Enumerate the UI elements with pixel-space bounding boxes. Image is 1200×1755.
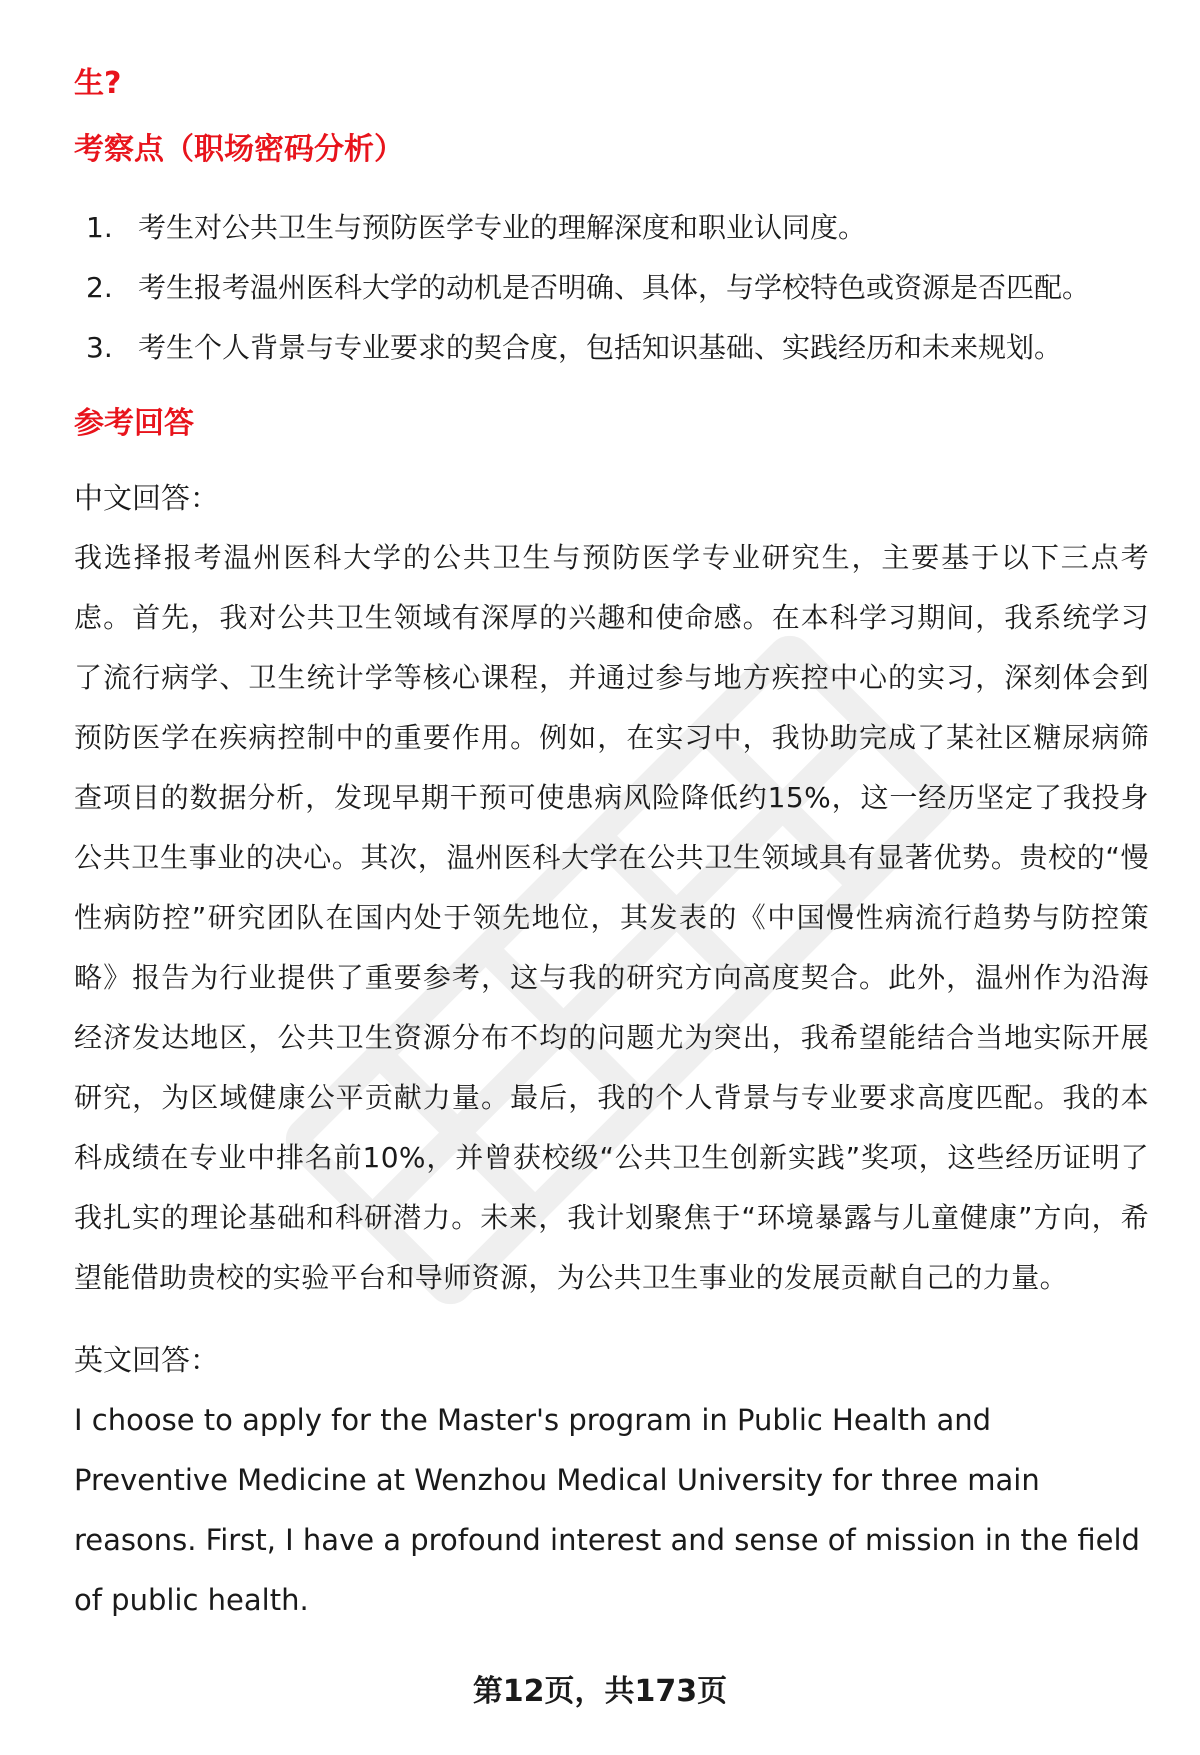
list-item-text: 考生对公共卫生与预防医学专业的理解深度和职业认同度。 — [138, 211, 867, 244]
spacer — [74, 1308, 1154, 1330]
content — [74, 56, 1154, 1630]
list-item — [74, 258, 1154, 318]
fragment-heading: 生? — [74, 66, 122, 101]
list-item-text: 考生个人背景与专业要求的契合度，包括知识基础、实践经历和未来规划。 — [138, 331, 1063, 364]
chinese-answer-text: 我选择报考温州医科大学的公共卫生与预防医学专业研究生，主要基于以下三点考虑。首先，我对公共卫生领域有深厚的兴趣和使命感。在本科学习期间，我系统学习了流行病学、卫生统计学等核心课程，并通过参与地方疾控中心的实习，深刻体会到预防医学在疾病控制中的重要作用。例如，在实习中，我协助完成了某社区糖尿病筛查项目的数据分析，发现早期干预可使患病风险降低约15%，这一经历坚定了我投身公共卫生事业的决心。其次，温州医科大学在公共卫生领域具有显著优势。贵校的“慢性病防控”研究团队在国内处于领先地位，其发表的《中国慢性病流行趋势与防控策略》报告为行业提供了重要参考，这与我的研究方向高度契合。此外，温州作为沿海经济发达地区，公共卫生资源分布不均的问题尤为突出，我希望能结合当地实际开展研究，为区域健康公平贡献力量。最后，我的个人背景与专业要求高度匹配。我的本科成绩在专业中排名前10%，并曾获校级“公共卫生创新实践”奖项，这些经历证明了我扎实的理论基础和科研潜力。未来，我计划聚焦于“环境暴露与儿童健康”方向，希望能借助贵校的实验平台和导师资源，为公共卫生事业的发展贡献自己的力量。 — [74, 541, 1149, 1294]
list-item — [74, 318, 1154, 378]
section-title-kaochadian: 考察点（职场密码分析） — [74, 132, 404, 167]
page-number-footer: 第12页，共173页 — [472, 1674, 728, 1709]
section-title-reference-answer: 参考回答 — [74, 406, 194, 441]
list-item — [74, 198, 1154, 258]
list-item-text: 考生报考温州医科大学的动机是否明确、具体，与学校特色或资源是否匹配。 — [138, 271, 1091, 304]
list-item-number: 3. — [86, 331, 113, 364]
english-answer-label: 英文回答： — [74, 1343, 220, 1377]
list-item-number: 2. — [86, 271, 113, 304]
english-answer-text: I choose to apply for the Master's program in Public Health and Preventive Medicine at Wenzhou Medical University for three main reasons. First, I have a profound interest and sense of mission in the field of public health. — [74, 1403, 1140, 1617]
evaluation-points-list — [74, 198, 1154, 378]
chinese-answer-label: 中文回答： — [74, 481, 220, 515]
list-item-number: 1. — [86, 211, 113, 244]
